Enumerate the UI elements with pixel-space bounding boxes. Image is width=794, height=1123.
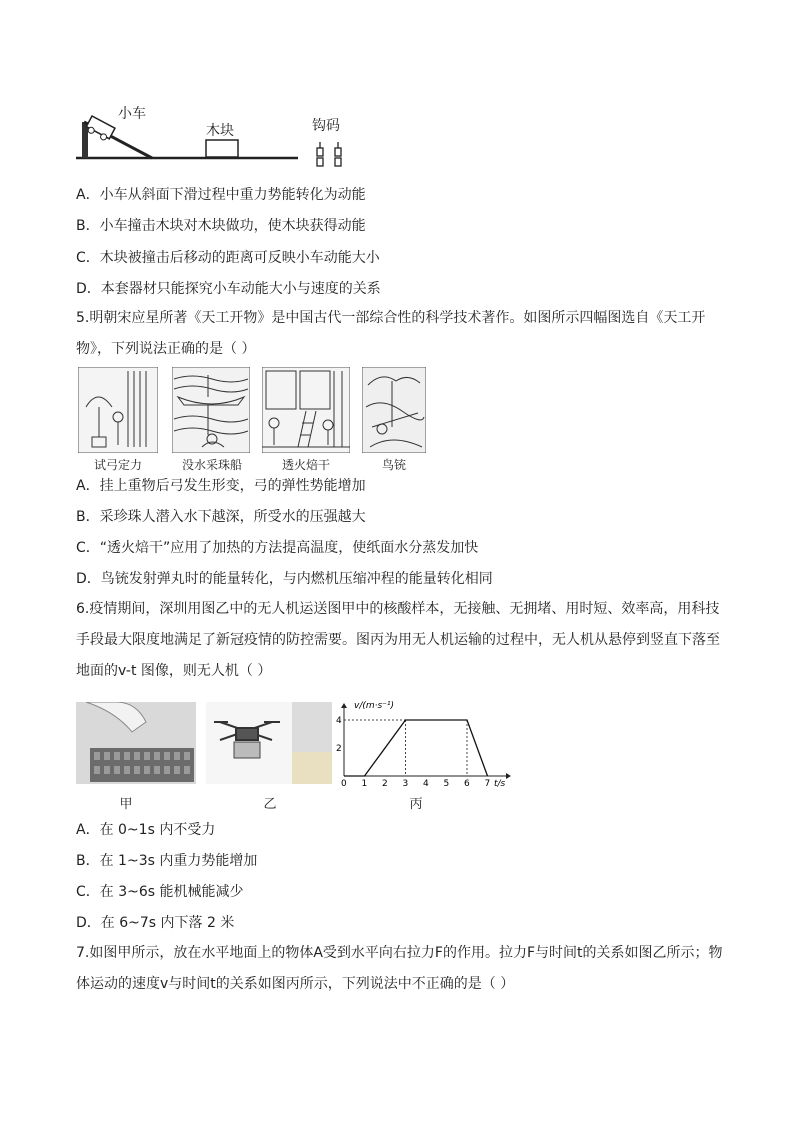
v-t-graph <box>334 696 514 790</box>
sample-tray-photo <box>76 702 196 784</box>
x-tick-label-6: 6 <box>464 779 470 789</box>
weights-label: 钩码 <box>312 118 340 134</box>
q4-option-c: C．木块被撞击后移动的距离可反映小车动能大小 <box>76 250 380 266</box>
caption-fire-drying: 透火焙干 <box>281 458 330 472</box>
q6-option-d: D．在 6~7s 内下落 2 米 <box>76 915 235 931</box>
y-axis-label: v/(m·s⁻¹) <box>354 701 395 711</box>
x-axis-label: t/s <box>494 779 506 789</box>
block-label: 木块 <box>206 123 234 139</box>
cart-label: 小车 <box>118 106 146 122</box>
x-tick-label-5: 5 <box>443 779 450 789</box>
caption-musket: 鸟铳 <box>381 458 406 472</box>
q7-stem: 7.如图甲所示，放在水平地面上的物体A受到水平向右拉力F的作用。拉力F与时间t的关系如图乙所示；物体运动的速度v与时间t的关系如图丙所示，下列说法中不正确的是（ ） <box>76 945 723 992</box>
caption-jia: 甲 <box>119 797 133 812</box>
caption-bow-testing: 试弓定力 <box>93 458 142 472</box>
musket-illustration <box>362 367 426 453</box>
x-tick-label-1: 1 <box>361 779 368 789</box>
q6-option-a: A．在 0~1s 内不受力 <box>76 822 216 838</box>
caption-bing: 丙 <box>409 797 423 812</box>
caption-pearl-diving: 没水采珠船 <box>181 458 242 472</box>
caption-yi: 乙 <box>263 797 277 812</box>
y-tick-label-2: 2 <box>336 744 342 754</box>
x-axis-arrow <box>506 773 511 779</box>
q5-stem: 5.明朝宋应星所著《天工开物》是中国古代一部综合性的科学技术著作。如图所示四幅图选自《天工开物》，下列说法正确的是（ ） <box>76 310 706 357</box>
drone-photo <box>206 702 332 784</box>
q4-option-a: A．小车从斜面下滑过程中重力势能转化为动能 <box>76 187 366 203</box>
x-tick-label-4: 4 <box>423 779 429 789</box>
x-tick-label-7: 7 <box>484 779 491 789</box>
q4-option-b: B．小车撞击木块对木块做功，使木块获得动能 <box>76 218 366 234</box>
x-tick-label-2: 2 <box>382 779 388 789</box>
q6-stem: 6.疫情期间，深圳用图乙中的无人机运送图甲中的核酸样本，无接触、无拥堵、用时短、效率高，用科技手段最大限度地满足了新冠疫情的防控需要。图丙为用无人机运输的过程中，无人机从悬停到竖直下落至地面的v-t 图像，则无人机（ ） <box>76 601 720 679</box>
y-tick-label-4: 4 <box>336 716 342 726</box>
bow-testing-illustration <box>78 367 158 453</box>
q5-option-d: D．鸟铳发射弹丸时的能量转化，与内燃机压缩冲程的能量转化相同 <box>76 571 493 587</box>
q6-option-b: B．在 1~3s 内重力势能增加 <box>76 853 258 869</box>
q5-option-a: A．挂上重物后弓发生形变，弓的弹性势能增加 <box>76 478 366 494</box>
x-tick-label-3: 3 <box>402 779 409 789</box>
q6-option-c: C．在 3~6s 能机械能减少 <box>76 884 244 900</box>
q5-option-c: C．“透火焙干”应用了加热的方法提高温度，使纸面水分蒸发加快 <box>76 540 479 556</box>
fire-drying-illustration <box>262 367 350 453</box>
q4-option-d: D．本套器材只能探究小车动能大小与速度的关系 <box>76 281 381 297</box>
wood-block-shape <box>206 140 238 157</box>
weights-icon <box>317 142 341 166</box>
x-tick-label-0: 0 <box>341 779 347 789</box>
q5-option-b: B．采珍珠人潜入水下越深，所受水的压强越大 <box>76 509 366 525</box>
velocity-series-line <box>344 720 488 776</box>
y-axis-arrow <box>341 703 347 708</box>
pearl-diving-boat-illustration <box>172 367 250 453</box>
